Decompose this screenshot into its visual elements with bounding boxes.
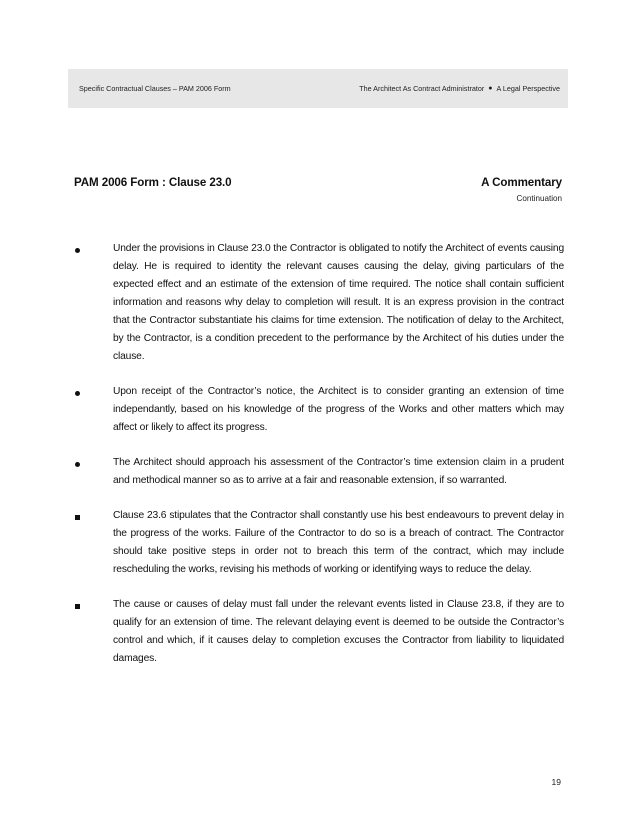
running-header [68,69,568,108]
bullet-text: Clause 23.6 stipulates that the Contractor shall constantly use his best endeavours to prevent delay in the progress of the works. Failure of the Contractor to do so is a breach of contract. The Contractor should take positive steps in order not to breach this term of the contract, which may include rescheduling the works, revising his methods of working or identifying ways to reduce the delay. [113,510,564,575]
bullet-text: The cause or causes of delay must fall under the relevant events listed in Clause 23.8, if they are to qualify for an extension of time. The relevant delaying event is deemed to be outside the Contractor’s control and which, if it causes delay to completion excuses the Contractor from liability to liquidated damages. [113,599,564,664]
commentary-bullet-list [74,240,564,668]
bullet-text: Under the provisions in Clause 23.0 the Contractor is obligated to notify the Architect of events causing delay. He is required to identity the relevant causes causing the delay, giving particulars of the expected effect and an estimate of the extension of time required. The notice shall contain sufficient information and reasons why delay to completion will result. It is an express provision in the contract that the Contractor substantiate his claims for time extension. The notification of delay to the Architect, by the Contractor, is a condition precedent to the performance by the Architect of his duties under the clause. [113,243,564,362]
bullet-text: The Architect should approach his assessment of the Contractor’s time extension claim in a prudent and methodical manner so as to arrive at a fair and reasonable extension, if so warranted. [113,457,564,486]
header-separator-dot: ● [488,85,493,92]
bullet-item [74,507,564,579]
section-title-right: A Commentary [481,176,562,189]
square-bullet-icon [75,515,80,520]
header-right-group [359,84,560,93]
round-bullet-icon [75,248,80,253]
bullet-text: Upon receipt of the Contractor’s notice, the Architect is to consider granting an extension of time independantly, based on his knowledge of the progress of the Works and other matters which may affect or likely to affect its progress. [113,386,564,433]
header-right-tail-text: A Legal Perspective [496,84,560,93]
bullet-item [74,383,564,437]
header-right-text: The Architect As Contract Administrator [359,84,485,93]
section-title: PAM 2006 Form : Clause 23.0 [74,176,232,189]
round-bullet-icon [75,462,80,467]
round-bullet-icon [75,391,80,396]
bullet-item [74,454,564,490]
bullet-item [74,240,564,366]
bullet-item [74,596,564,668]
square-bullet-icon [75,604,80,609]
page-number: 19 [551,777,561,787]
section-title-row [74,176,562,189]
header-left-text: Specific Contractual Clauses – PAM 2006 Form [79,84,231,93]
continuation-label: Continuation [516,194,562,203]
